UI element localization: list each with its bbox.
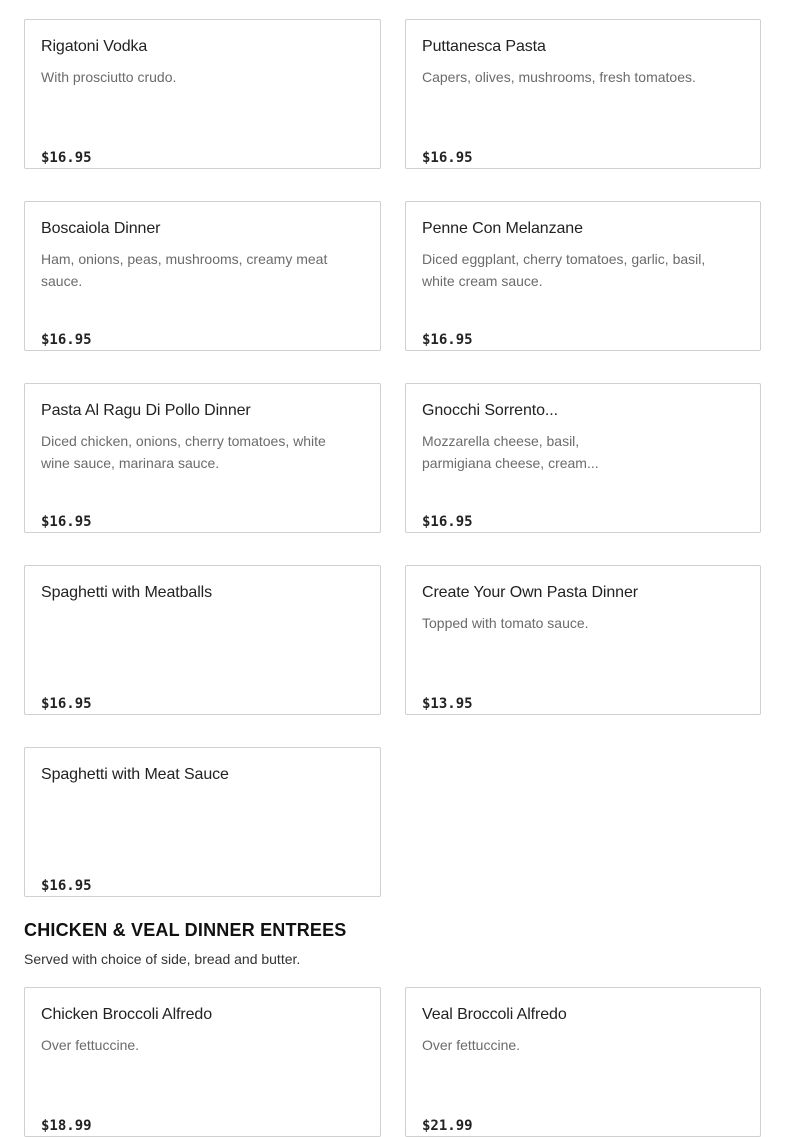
menu-item-description: Over fettuccine. (422, 1037, 521, 1053)
section-title: CHICKEN & VEAL DINNER ENTREES (24, 920, 347, 940)
menu-item-description: Mozzarella cheese, basil, parmigiana cheese, cream... (422, 433, 599, 471)
menu-item-price: $16.95 (41, 332, 92, 348)
menu-item-name: Puttanesca Pasta (422, 38, 546, 55)
menu-item-card[interactable] (24, 383, 381, 533)
menu-item-name: Rigatoni Vodka (41, 38, 148, 55)
menu-item-card[interactable] (405, 987, 761, 1137)
menu-item-name: Spaghetti with Meat Sauce (41, 766, 229, 783)
menu-item-description: Ham, onions, peas, mushrooms, creamy meat sauce. (41, 251, 328, 289)
menu-item-card[interactable] (405, 383, 761, 533)
menu-item-price: $21.99 (422, 1118, 473, 1134)
menu-item-description: Over fettuccine. (41, 1037, 140, 1053)
menu-item-card[interactable] (24, 201, 381, 351)
menu-item-card[interactable] (24, 19, 381, 169)
menu-item-name: Gnocchi Sorrento... (422, 402, 558, 419)
menu-item-description: Diced chicken, onions, cherry tomatoes, white wine sauce, marinara sauce. (41, 433, 326, 471)
menu-item-price: $16.95 (422, 332, 473, 348)
menu-item-description: Topped with tomato sauce. (422, 615, 589, 631)
menu-item-name: Spaghetti with Meatballs (41, 584, 213, 601)
menu-item-price: $13.95 (422, 696, 473, 712)
menu-item-card[interactable] (405, 565, 761, 715)
menu-item-price: $18.99 (41, 1118, 92, 1134)
menu-item-name: Penne Con Melanzane (422, 220, 583, 237)
menu-item-price: $16.95 (41, 514, 92, 530)
section-subtitle: Served with choice of side, bread and butter. (24, 951, 301, 967)
menu-item-price: $16.95 (41, 696, 92, 712)
menu-item-description: With prosciutto crudo. (41, 69, 177, 85)
menu-item-card[interactable] (24, 747, 381, 897)
menu-item-card[interactable] (24, 987, 381, 1137)
menu-item-name: Chicken Broccoli Alfredo (41, 1006, 213, 1023)
menu-item-name: Boscaiola Dinner (41, 220, 161, 237)
menu-item-name: Veal Broccoli Alfredo (422, 1006, 567, 1023)
menu-item-description: Diced eggplant, cherry tomatoes, garlic, basil, white cream sauce. (422, 251, 706, 289)
menu-item-card[interactable] (405, 201, 761, 351)
menu-item-name: Create Your Own Pasta Dinner (422, 584, 638, 601)
menu-item-description: Capers, olives, mushrooms, fresh tomatoes. (422, 69, 696, 85)
menu-item-price: $16.95 (422, 150, 473, 166)
menu-item-card[interactable] (24, 565, 381, 715)
menu-item-name: Pasta Al Ragu Di Pollo Dinner (41, 402, 251, 419)
menu-item-card[interactable] (405, 19, 761, 169)
menu-item-price: $16.95 (41, 878, 92, 894)
menu-item-price: $16.95 (41, 150, 92, 166)
menu-item-price: $16.95 (422, 514, 473, 530)
